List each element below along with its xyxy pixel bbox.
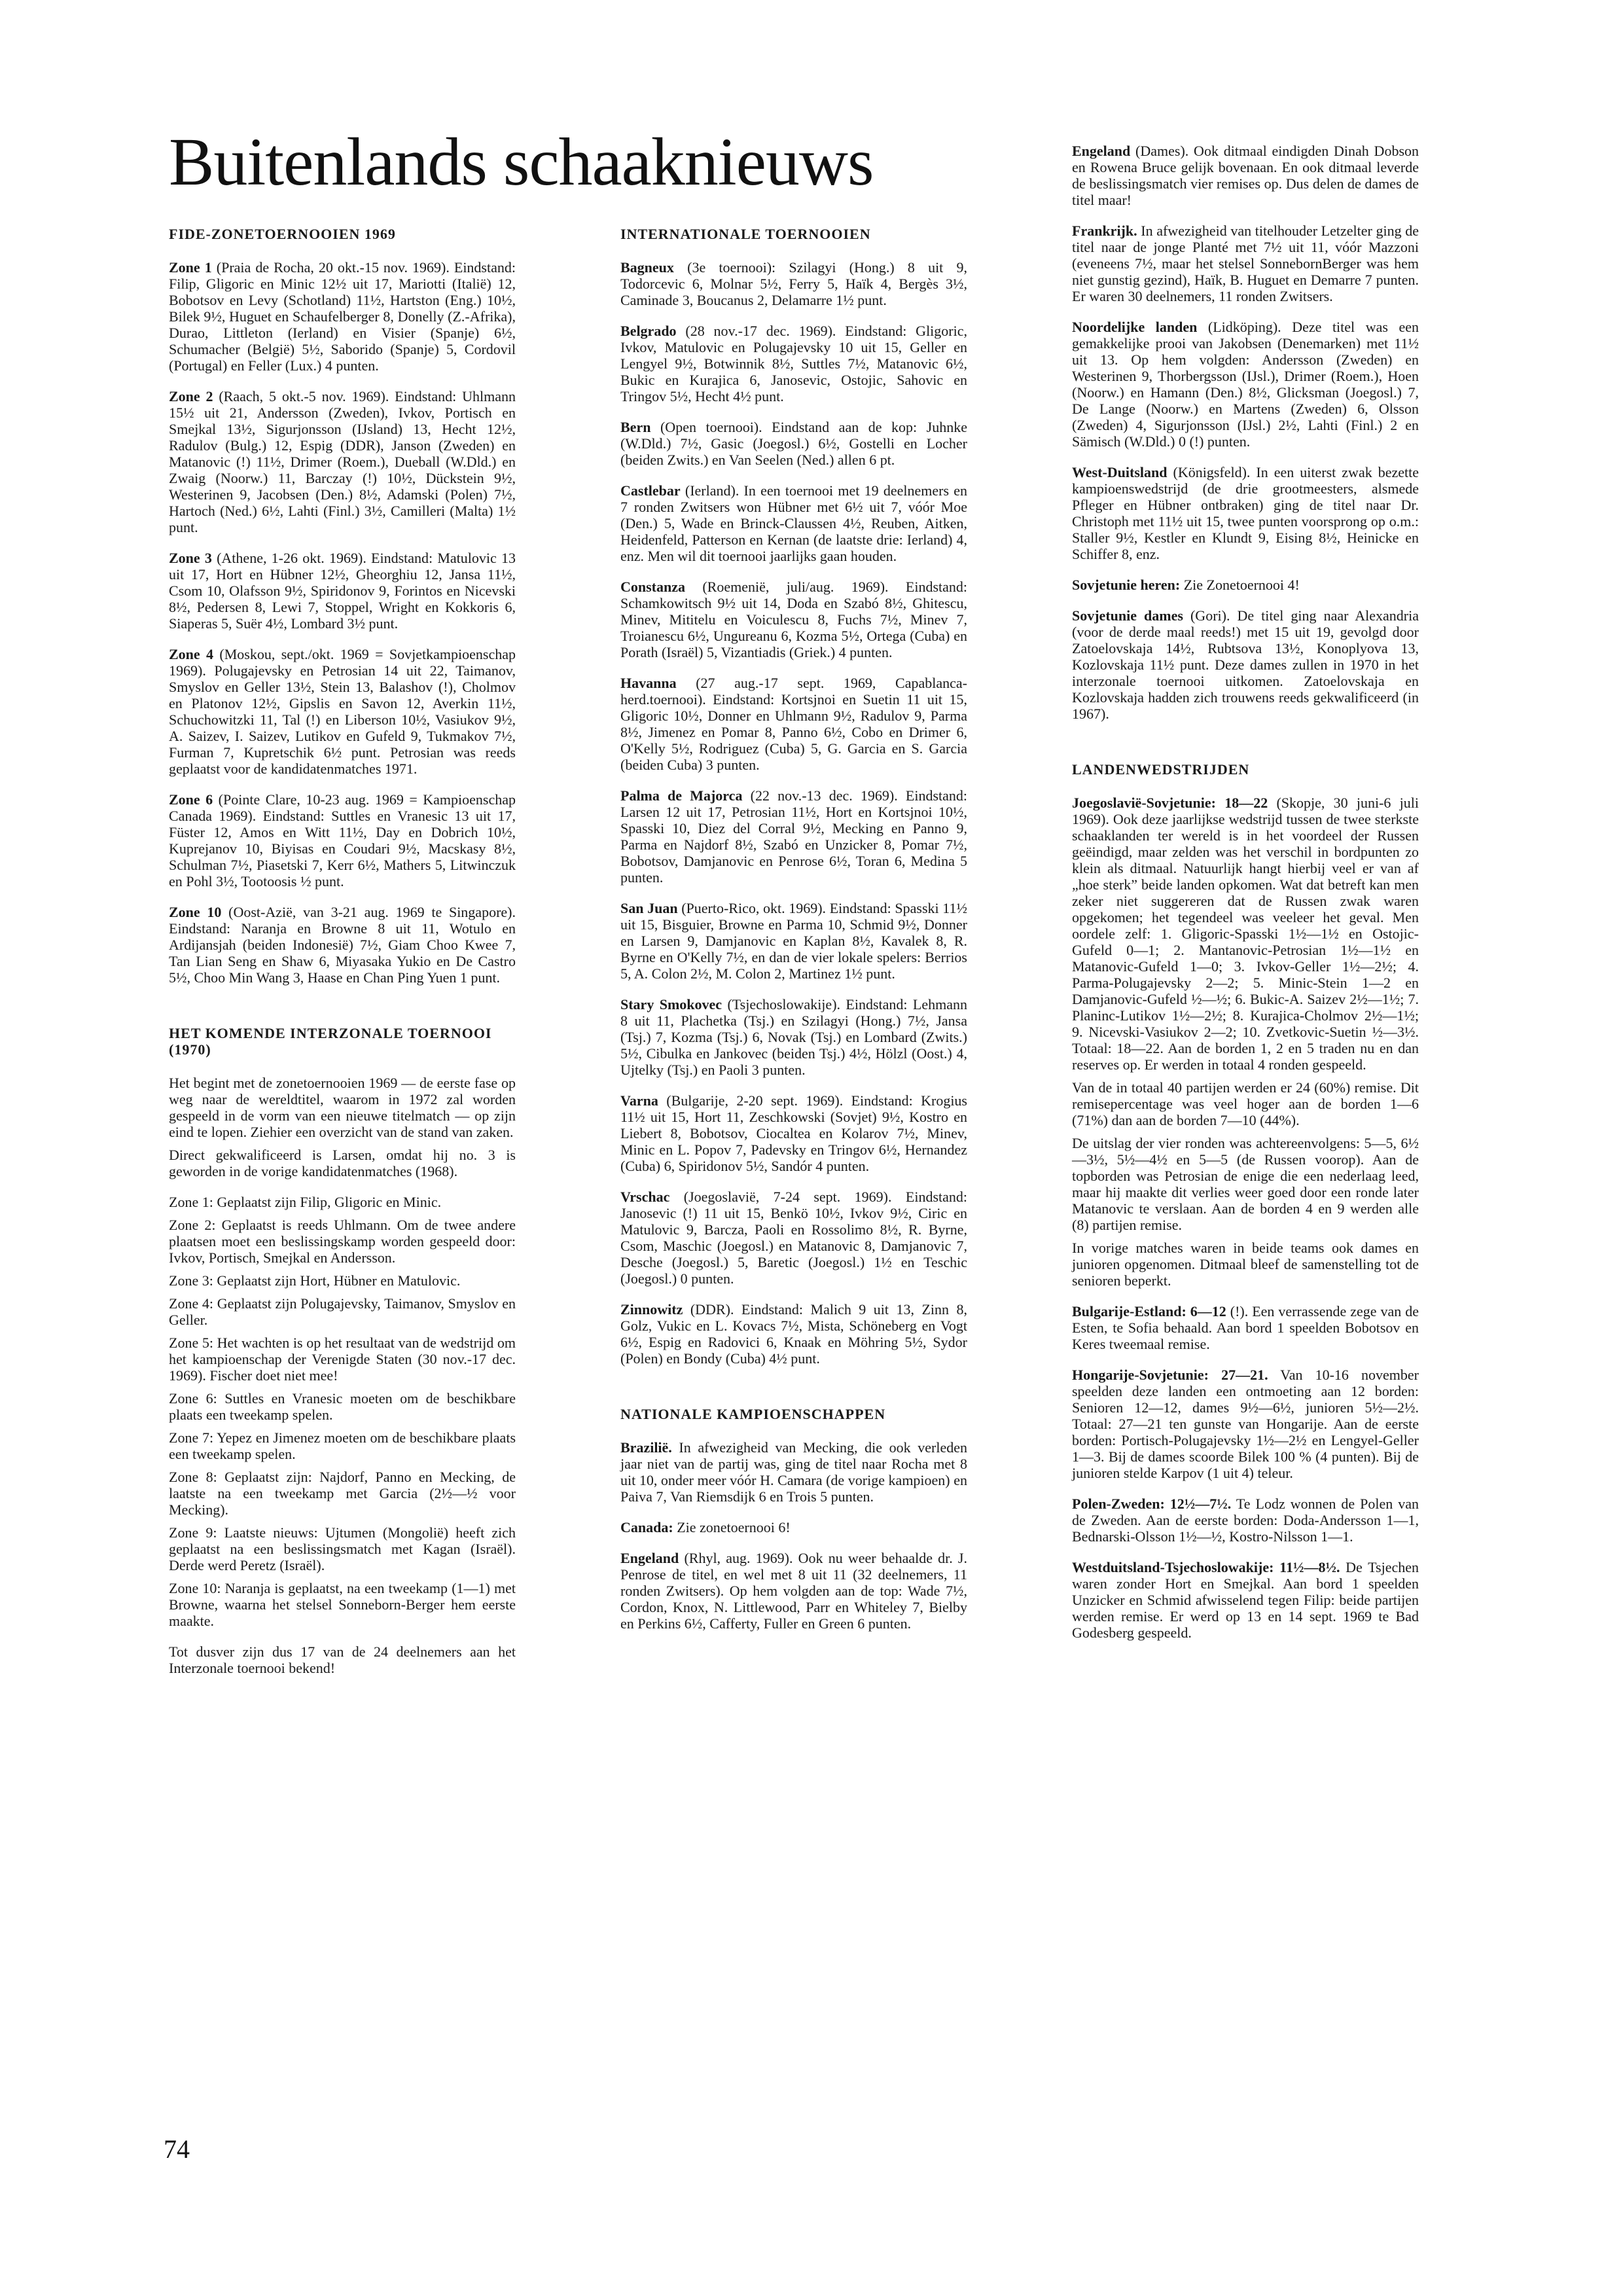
match-text: (Skopje, 30 juni-6 juli 1969). Ook deze jaarlijkse wedstrijd tussen de twee sterkste schaaklanden ter wereld is in het voordeel der Russen geëindigd, maar zelden was het verschil in bordpunten zo klein als ditmaal. Natuurlijk hangt hierbij veel er van af „hoe sterk” beide landen opkomen. Wat dat betreft kan men zeker niet suggereren dat de Russen zwak waren opgekomen; het tegendeel was veeleer het geval. Men oordele zelf: 1. Gligoric-Spasski 1½—1½ en Ostojic-Gufeld 0—1; 2. Mantanovic-Petrosian 1½—1½ en Matanovic-Gufeld 1—0; 3. Ivkov-Geller 1½—2½; 4. Parma-Polugajevsky 2—2; 5. Minic-Stein 1—2 en Damjanovic-Gufeld ½—½; 6. Bukic-A. Saizev 2½—1½; 7. Planinc-Lutikov 1½—2½; 8. Kurajica-Cholmov 2½—1½; 9. Nicevski-Vasiukov 2—2; 10. Zvetkovic-Suetin ½—3½. Totaal: 18—22. Aan de borden 1, 2 en 5 traden nu en dan reserves op. Er werden in totaal 4 ronden gespeeld. [1072,795,1419,1073]
column-left [169,226,516,1691]
zone-text: (Raach, 5 okt.-5 nov. 1969). Eindstand: Uhlmann 15½ uit 21, Andersson (Zweden), Ivkov, Portisch en Smejkal 13½, Sigurjonsson (IJsland) 13, Hecht 12½, Radulov (Bulg.) 12, Espig (DDR), Janson (Zweden) en Matanovic (!) 11½, Drimer (Roem.), Dueball (W.Dld.) en Zwaig (Noorw.) 11, Barczay (!) 10½, Dückstein 9½, Westerinen 9, Jacobsen (Den.) 8½, Adamski (Polen) 7½, Hartoch (Ned.) 6½, Lahti (Finl.) 3½, Camilleri (Malta) 1½ punt. [169,388,516,535]
tournament-text: (3e toernooi): Szilagyi (Hong.) 8 uit 9, Todorcevic 6, Molnar 5½, Ferry 5, Haïk 4, Bergès 3½, Caminade 3, Boucanus 2, Delamarre 1½ punt. [620,259,967,308]
zone-note: Zone 5: Het wachten is op het resultaat van de wedstrijd om het kampioenschap der Verenigde Staten (30 nov.-17 dec. 1969). Fischer doet niet mee! [169,1335,516,1384]
zone-note: Zone 6: Suttles en Vranesic moeten om de beschikbare plaats een tweekamp spelen. [169,1390,516,1423]
national-text: (Gori). De titel ging naar Alexandria (voor de derde maal reeds!) met 15 uit 19, gevolgd door Zatoelovskaja 14½, Rubtsova 13½, Konoplyova 13, Kozlovskaja 11½ punt. Deze dames zullen in 1970 in het interzonale toernooi uitkomen. Zatoelovskaja en Kozlovskaja hadden zich trouwens reeds gekwalificeerd (in 1967). [1072,607,1419,722]
tournament-name: Havanna [620,675,677,691]
zone-result [169,791,516,889]
closing-paragraph: Tot dusver zijn dus 17 van de 24 deelnemers aan het Interzonale toernooi bekend! [169,1643,516,1676]
zone-result [169,904,516,986]
section-heading-internationale-toernooien: INTERNATIONALE TOERNOOIEN [620,226,871,242]
tournament-text: (28 nov.-17 dec. 1969). Eindstand: Gligoric, Ivkov, Matulovic en Polugajevsky 10 uit 15, Geller en Lengyel 9½, Botwinnik 8½, Suttles 7½, Matanovic 6½, Bukic en Kurajica 6, Janosevic, Ostojic, Sahovic en Tringov 5½, Hecht 4½ punt. [620,323,967,404]
tournament-text: (Roemenië, juli/aug. 1969). Eindstand: Schamkowitsch 9½ uit 14, Doda en Szabó 8½, Ghitescu, Minev, Mititelu en Voiculescu 8, Fuchs 7½, Minev 7, Troianescu 6½, Ungureanu 6, Kozma 5½, Ortega (Cuba) en Porath (Israël) 5, Vizantiadis (Griek.) 4 punten. [620,579,967,660]
zone-result [169,388,516,535]
zone-note: Zone 4: Geplaatst zijn Polugajevsky, Taimanov, Smyslov en Geller. [169,1295,516,1328]
zone-note: Zone 3: Geplaatst zijn Hort, Hübner en Matulovic. [169,1272,461,1289]
match-paragraph: De uitslag der vier ronden was achtereenvolgens: 5—5, 6½—3½, 5½—4½ en 5—5 (de Russen voorop). Aan de topborden was Petrosian de enige die een nederlaag leed, maar hij maakte dit verlies weer goed door een ronde later Matanovic te verslaan. Aan de borden 4 en 9 werden alle (8) partijen remise. [1072,1135,1419,1233]
match-label: Bulgarije-Estland: 6—12 [1072,1303,1226,1319]
zone-note: Zone 1: Geplaatst zijn Filip, Gligoric en Minic. [169,1194,442,1210]
match-text: De Tsjechen waren zonder Hort en Smejkal. Aan bord 1 speelden Unzicker en Schmid afwisselend tegen Filip: beide partijen werden remise. Er werd op 13 en 14 sept. 1969 te Bad Godesberg gespeeld. [1072,1559,1419,1641]
match-result [1072,1303,1419,1352]
country-name: Brazilië. [620,1439,672,1456]
tournament-text: (Open toernooi). Eindstand aan de kop: Juhnke (W.Dld.) 7½, Gasic (Joegosl.) 6½, Gostelli en Locher (beiden Zwits.) en Van Seelen (Ned.) allen 6 pt. [620,419,967,468]
column-right [1072,143,1419,1655]
country-name: Frankrijk. [1072,223,1137,239]
national-result [620,1439,967,1505]
zone-note: Zone 10: Naranja is geplaatst, na een tweekamp (1—1) met Browne, waarna het stelsel Sonneborn-Berger hem eerste maakte. [169,1580,516,1629]
zone-text: (Moskou, sept./okt. 1969 = Sovjetkampioenschap 1969). Polugajevsky en Petrosian 14 uit 22, Taimanov, Smyslov en Geller 13½, Stein 13, Balashov (!), Cholmov en Platonov 12½, Gipslis en Savon 12, Averkin 11½, Schuchowitzki 11, Tal (!) en Liberson 10½, Vasiukov 9½, A. Saizev, I. Saizev, Lutikov en Gufeld 9, Tukmakov 7½, Furman 7, Kupretschik 6½ punt. Petrosian was reeds geplaatst voor de kandidatenmatches 1971. [169,646,516,777]
match-result [1072,1367,1419,1481]
zone-label: Zone 3 [169,550,212,566]
tournament-result [620,579,967,660]
zone-label: Zone 10 [169,904,222,920]
zone-text: (Pointe Clare, 10-23 aug. 1969 = Kampioenschap Canada 1969). Eindstand: Suttles en Vranesic 13 uit 17, Füster 12, Amos en Witt 11½, Day en Dobrich 10½, Kuprejanov 10, Biyisas en Coudari 9½, Macskasy 8½, Schulman 7½, Piasetski 7, Kerr 6½, Mathers 5, Litwinczuk en Pohl 3½, Tootoosis ½ punt. [169,791,516,889]
tournament-result [620,996,967,1078]
tournament-text: (DDR). Eindstand: Malich 9 uit 13, Zinn 8, Golz, Vukic en L. Kovacs 7½, Mista, Schöneberg en Vogt 6½, Espig en Radovici 6, Knaak en Möhring 5½, Sydor (Polen) en Bondy (Cuba) 4½ punt. [620,1301,967,1367]
tournament-name: Palma de Majorca [620,787,743,804]
tournament-result [620,259,967,308]
zone-note: Zone 2: Geplaatst is reeds Uhlmann. Om de twee andere plaatsen moet een beslissingskamp worden gespeeld door: Ivkov, Portisch, Smejkal en Andersson. [169,1217,516,1266]
match-paragraph: In vorige matches waren in beide teams ook dames en junioren opgenomen. Ditmaal bleef de samenstelling tot de senioren beperkt. [1072,1240,1419,1289]
national-text: Zie zonetoernooi 6! [673,1519,791,1535]
zone-text: (Athene, 1-26 okt. 1969). Eindstand: Matulovic 13 uit 17, Hort en Hübner 12½, Gheorghiu 12, Jansa 11½, Csom 10, Olafsson 9½, Spiridonov 9, Forintos en Nicevski 8½, Pedersen 8, Lewi 7, Stoppel, Wright en Kokkoris 6, Siaperas 5, Suër 4½, Lombard 3½ punt. [169,550,516,632]
section-heading-interzonale: HET KOMENDE INTERZONALE TOERNOOI (1970) [169,1025,492,1058]
page-number: 74 [164,2134,190,2164]
national-result [1072,143,1419,208]
match-result [1072,1559,1419,1641]
intro-paragraph: Het begint met de zonetoernooien 1969 — de eerste fase op weg naar de wereldtitel, waarom in 1972 zal worden gespeeld in de vorm van een nieuwe titelmatch — op zijn eind te lopen. Ziehier een overzicht van de stand van zaken. [169,1075,516,1140]
zone-text: (Oost-Azië, van 3-21 aug. 1969 te Singapore). Eindstand: Naranja en Browne 8 uit 11, Wotulo en Ardijansjah (beiden Indonesië) 7½, Giam Choo Kwee 7, Tan Lian Seng en Shaw 6, Miyasaka Yukio en De Castro 5½, Choo Min Wang 3, Haase en Chan Ping Yuen 1 punt. [169,904,516,986]
zone-label: Zone 6 [169,791,213,808]
zone-label: Zone 4 [169,646,214,662]
national-text: In afwezigheid van Mecking, die ook verleden jaar niet van de partij was, ging de titel naar Rocha met 8 uit 10, onder meer vóór H. Camara (de vorige kampioen) en Paiva 7, Van Riemsdijk 6 en Trois 5 punten. [620,1439,967,1505]
tournament-name: Varna [620,1092,658,1109]
country-name: Canada: [620,1519,673,1535]
national-text: (Rhyl, aug. 1969). Ook nu weer behaalde dr. J. Penrose de titel, en wel met 8 uit 11 (32 deelnemers, 11 ronden Zwitsers). Op hem volgden aan de top: Wade 7½, Cordon, Knox, N. Littlewood, Parr en Whiteley 7, Bielby en Perkins 6½, Cafferty, Fuller en Green 6 punten. [620,1550,967,1632]
match-label: Westduitsland-Tsjechoslowakije: 11½—8½. [1072,1559,1340,1575]
zone-note: Zone 7: Yepez en Jimenez moeten om de beschikbare plaats een tweekamp spelen. [169,1429,516,1462]
match-label: Hongarije-Sovjetunie: 27—21. [1072,1367,1268,1383]
tournament-result [620,1301,967,1367]
tournament-name: Stary Smokovec [620,996,722,1013]
national-text: (Königsfeld). In een uiterst zwak bezette kampioenswedstrijd (de drie grootmeesters, alsmede Pfleger en Hübner ontbraken) ging de titel naar Dr. Christoph met 11½ uit 15, twee punten voorsprong op o.m.: Staller 9½, Kestler en Klundt 9, Eising 8½, Heinicke en Schiffer 8, enz. [1072,464,1419,562]
national-result [1072,223,1419,304]
match-paragraph: Van de in totaal 40 partijen werden er 24 (60%) remise. Dit remisepercentage was veel hoger aan de borden 1—6 (71%) dan aan de borden 7—10 (44%). [1072,1079,1419,1128]
zone-note: Zone 8: Geplaatst zijn: Najdorf, Panno en Mecking, de laatste na een tweekamp met Garcia (2½—½ voor Mecking). [169,1469,516,1518]
national-result [620,1550,967,1632]
tournament-name: Castlebar [620,482,681,499]
national-result [620,1519,967,1535]
tournament-text: (Joegoslavië, 7-24 sept. 1969). Eindstand: Janosevic (!) 11 uit 15, Benkö 10½, Ivkov 9½, Ciric en Matulovic 9, Barcza, Paoli en Rossolimo 8½, R. Byrne, Csom, Maschic (Joegosl.) en Matanovic 8, Damjanovic 7, Desche (Joegosl.) 5, Baretic (Joegosl.) 1½ en Teschic (Joegosl.) 0 punten. [620,1189,967,1287]
national-text: Zie Zonetoernooi 4! [1180,577,1300,593]
tournament-text: (22 nov.-13 dec. 1969). Eindstand: Larsen 12 uit 17, Petrosian 11½, Hort en Kortsjnoi 10½, Spasski 10, Diez del Corral 9½, Mecking en Panno 9, Parma en Najdorf 8½, Szabó en Unzicker 8, Pomar 7½, Bobotsov, Damjanovic en Penrose 6½, Toran 6, Medina 5 punten. [620,787,967,886]
column-middle [620,226,967,1646]
section-heading-nationale-kampioenschappen: NATIONALE KAMPIOENSCHAPPEN [620,1406,886,1422]
national-result [1072,607,1419,722]
national-result [1072,577,1419,593]
zone-result [169,550,516,632]
tournament-text: (Ierland). In een toernooi met 19 deelnemers en 7 ronden Zwitsers won Hübner met 6½ uit 7, vóór Moe (Den.) 5, Wade en Brinck-Claussen 4½, Reuben, Aitken, Heidenfeld, Patterson en Kernan (de laatste drie: Ierland) 4, enz. Men wil dit toernooi jaarlijks gaan houden. [620,482,967,564]
tournament-name: Zinnowitz [620,1301,683,1318]
country-name: Engeland [1072,143,1131,159]
national-result [1072,319,1419,450]
match-label: Joegoslavië-Sovjetunie: 18—22 [1072,795,1268,811]
zone-text: (Praia de Rocha, 20 okt.-15 nov. 1969). Eindstand: Filip, Gligoric en Minic 12½ uit 17, Mariotti (Italië) 12, Bobotsov en Levy (Schotland) 11½, Hartston (Eng.) 10½, Bilek 9½, Huguet en Schaufelberger 8, Donelly (Z.-Afrika), Durao, Littleton (Ierland) en Visier (Spanje) 6½, Schumacher (België) 5½, Saborido (Spanje) 5, Cordovil (Portugal) en Feller (Lux.) 4 punten. [169,259,516,374]
country-name: Engeland [620,1550,679,1566]
tournament-result [620,1189,967,1287]
match-label: Polen-Zweden: 12½—7½. [1072,1496,1232,1512]
tournament-text: (27 aug.-17 sept. 1969, Capablanca-herd.toernooi). Eindstand: Kortsjnoi en Suetin 11 uit 15, Gligoric 10½, Donner en Uhlmann 9½, Radulov 9, Parma 8½, Jimenez en Pomar 8, Panno 6½, Cobo en Drimer 6, O'Kelly 5½, Rodriguez (Cuba) 5, G. Garcia en S. Garcia (beiden Cuba) 3 punten. [620,675,967,773]
tournament-name: San Juan [620,900,678,916]
section-heading-fide-zonetoernooien: FIDE-ZONETOERNOOIEN 1969 [169,226,396,242]
tournament-result [620,787,967,886]
zone-label: Zone 2 [169,388,213,404]
intro-paragraph: Direct gekwalificeerd is Larsen, omdat hij no. 3 is geworden in de vorige kandidatenmatches (1968). [169,1147,516,1179]
tournament-name: Belgrado [620,323,677,339]
national-text: In afwezigheid van titelhouder Letzelter ging de titel naar de jonge Planté met 7½ uit 11, vóór Mazzoni (eveneens 7½, maar het stelsel SonnebornBerger was hem niet gunstig gezind), Haïk, B. Huguet en Demarre 7 punten. Er waren 30 deelnemers, 11 ronden Zwitsers. [1072,223,1419,304]
match-text: (!). Een verrassende zege van de Esten, te Sofia behaald. Aan bord 1 speelden Bobotsov en Keres tweemaal remise. [1072,1303,1419,1352]
tournament-name: Bern [620,419,651,435]
tournament-text: (Bulgarije, 2-20 sept. 1969). Eindstand: Krogius 11½ uit 15, Hort 11, Zeschkowski (Sovjet) 9½, Kostro en Liebert 8, Bobotsov, Ciocaltea en Kolarov 7½, Minev, Minic en L. Popov 7, Padevsky en Tringov 6½, Hernandez (Cuba) 6, Spiridonov 5½, Sandór 4 punten. [620,1092,967,1174]
page-title: Buitenlands schaaknieuws [169,124,874,200]
tournament-result [620,900,967,982]
national-text: (Lidköping). Deze titel was een gemakkelijke prooi van Jakobsen (Denemarken) met 11½ uit 13. Op hem volgden: Andersson (Zweden) en Westerinen 9, Thorbergsson (IJsl.), Drimer (Roem.), Hoen (Noorw.) en Hamann (Den.) 8½, Glicksman (Joegosl.) 7, De Lange (Noorw.) en Martens (Zweden) 6, Olsson (Zweden) 4, Sigurjonsson (IJsl.) 2½, Lahti (Finl.) 2 en Sämisch (W.Dld.) 0 (!) punten. [1072,319,1419,450]
country-name: West-Duitsland [1072,464,1168,480]
match-text: Van 10-16 november speelden deze landen een ontmoeting aan 12 borden: Senioren 12—12, dames 9½—6½, junioren 5½—2½. Totaal: 27—21 ten gunste van Hongarije. Aan de eerste borden: Portisch-Polugajevsky 1½—2½ en Lengyel-Geller 1—3. Bij de dames scoorde Bilek 100 % (4 punten). Bij de junioren stelde Karpov (1 uit 4) teleur. [1072,1367,1419,1481]
zone-label: Zone 1 [169,259,212,276]
section-heading-landenwedstrijden: LANDENWEDSTRIJDEN [1072,761,1250,778]
zone-result [169,259,516,374]
tournament-result [620,482,967,564]
tournament-result [620,675,967,773]
tournament-result [620,419,967,468]
tournament-text: (Tsjechoslowakije). Eindstand: Lehmann 8 uit 11, Plachetka (Tsj.) en Szilagyi (Hong.) 7½, Jansa (Tsj.) 7, Kozma (Tsj.) 6, Novak (Tsj.) en Lombard (Zwits.) 5½, Cibulka en Jankovec (beiden Tsj.) 4½, Hölzl (Oost.) 4, Ujtelky (Tsj.) en Paoli 3 punten. [620,996,967,1078]
match-result [1072,795,1419,1073]
match-result [1072,1496,1419,1545]
tournament-name: Constanza [620,579,686,595]
match-text: Te Lodz wonnen de Polen van de Zweden. Aan de eerste borden: Doda-Andersson 1—1, Bednarski-Olsson 1½—½, Kostro-Nilsson 1—1. [1072,1496,1419,1545]
country-name: Noordelijke landen [1072,319,1198,335]
zone-note: Zone 9: Laatste nieuws: Ujtumen (Mongolië) heeft zich geplaatst na een beslissingsmatch met Kagan (Israël). Derde werd Peretz (Israël). [169,1524,516,1573]
tournament-text: (Puerto-Rico, okt. 1969). Eindstand: Spasski 11½ uit 15, Bisguier, Browne en Parma 10, Schmid 9½, Donner en Larsen 9, Damjanovic en Kaplan 8½, Kavalek 8, R. Byrne en O'Kelly 7½, en dan de vier lokale spelers: Berrios 5, A. Colon 2½, M. Colon 2, Martinez 1½ punt. [620,900,967,982]
national-result [1072,464,1419,562]
tournament-result [620,1092,967,1174]
country-name: Sovjetunie dames [1072,607,1183,624]
tournament-name: Bagneux [620,259,674,276]
national-text: (Dames). Ook ditmaal eindigden Dinah Dobson en Rowena Bruce gelijk bovenaan. En ook ditmaal leverde de beslissingsmatch vier remises op. Dus delen de dames de titel maar! [1072,143,1419,208]
tournament-result [620,323,967,404]
zone-result [169,646,516,777]
tournament-name: Vrschac [620,1189,670,1205]
country-name: Sovjetunie heren: [1072,577,1181,593]
